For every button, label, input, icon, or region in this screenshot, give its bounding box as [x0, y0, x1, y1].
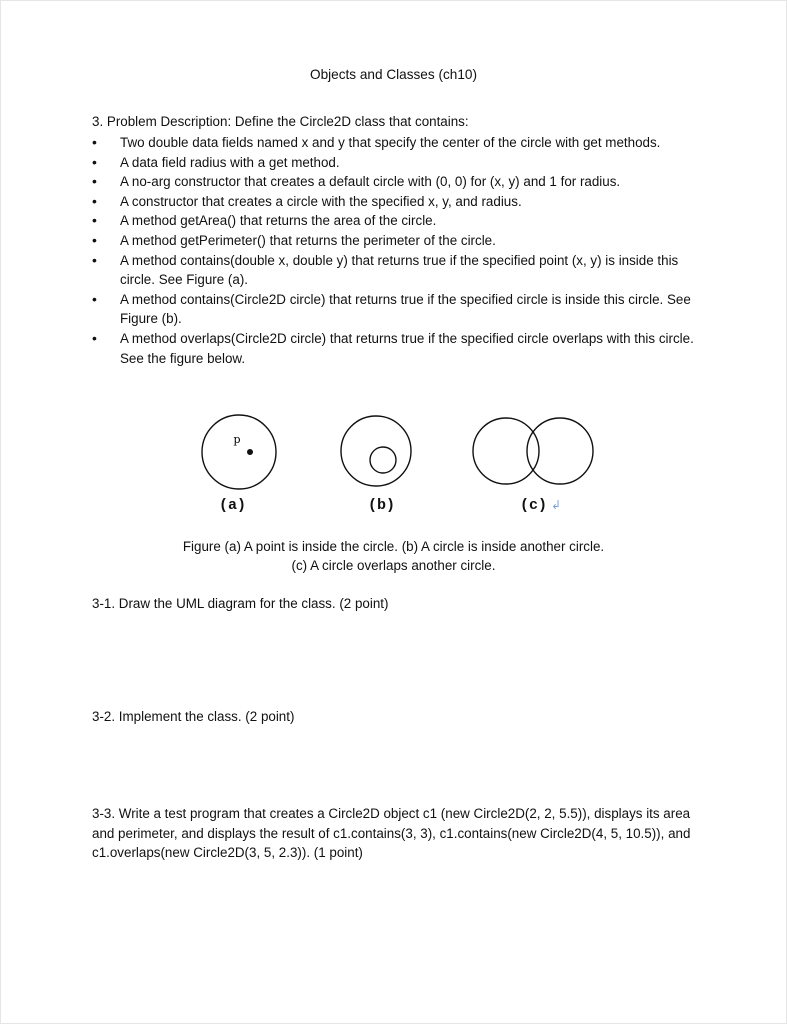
list-item: • A no-arg constructor that creates a default circle with (0, 0) for (x, y) and 1 for radius.: [92, 172, 712, 192]
list-item: • A data field radius with a get method.: [92, 153, 712, 173]
figure-caption-line2: (c) A circle overlaps another circle.: [291, 558, 496, 573]
list-item: • Two double data fields named x and y that specify the center of the circle with get methods.: [92, 133, 712, 153]
page-title: Objects and Classes (ch10): [310, 67, 477, 82]
figure-caption-line1: Figure (a) A point is inside the circle. (b) A circle is inside another circle.: [182, 539, 605, 554]
circle-c-left: [473, 418, 539, 484]
circle-c-right: [527, 418, 593, 484]
question-3-3: 3-3. Write a test program that creates a Circle2D object c1 (new Circle2D(2, 2, 5.5)), displays its area and perimeter, and displays the result of c1.contains(3, 3), c1.contains(new Circle2D(4, 5, 10.5)), and c1.overlaps(new Circle2D(3, 5, 2.3)). (1 point): [92, 806, 691, 861]
circle-a-outer: [202, 415, 276, 489]
figure-label-a: (a): [219, 497, 247, 514]
circle-b-inner: [370, 447, 396, 473]
list-item: • A method getPerimeter() that returns the perimeter of the circle.: [92, 231, 712, 251]
circle-b-outer: [341, 416, 411, 486]
question-3-2: 3-2. Implement the class. (2 point): [92, 709, 295, 724]
list-item: • A method getArea() that returns the area of the circle.: [92, 211, 712, 231]
requirements-list: [92, 133, 712, 368]
figure-label-c: (c): [520, 497, 548, 514]
list-item: • A method contains(double x, double y) that returns true if the specified point (x, y) is inside this circle. See Figure (a).: [92, 251, 712, 290]
question-3-1: 3-1. Draw the UML diagram for the class. (2 point): [92, 596, 389, 611]
list-item: • A method contains(Circle2D circle) that returns true if the specified circle is inside this circle. See Figure (b).: [92, 290, 712, 329]
point-label: p: [233, 433, 241, 446]
figure-label-b: (b): [368, 497, 396, 514]
return-arrow-icon: ↲: [551, 498, 562, 512]
list-item: • A method overlaps(Circle2D circle) that returns true if the specified circle overlaps with this circle. See the figure below.: [92, 329, 712, 368]
list-item: • A constructor that creates a circle with the specified x, y, and radius.: [92, 192, 712, 212]
problem-heading: 3. Problem Description: Define the Circle2D class that contains:: [92, 114, 469, 129]
point-marker: [247, 449, 253, 455]
figure-label-c-wrap: [520, 497, 561, 514]
